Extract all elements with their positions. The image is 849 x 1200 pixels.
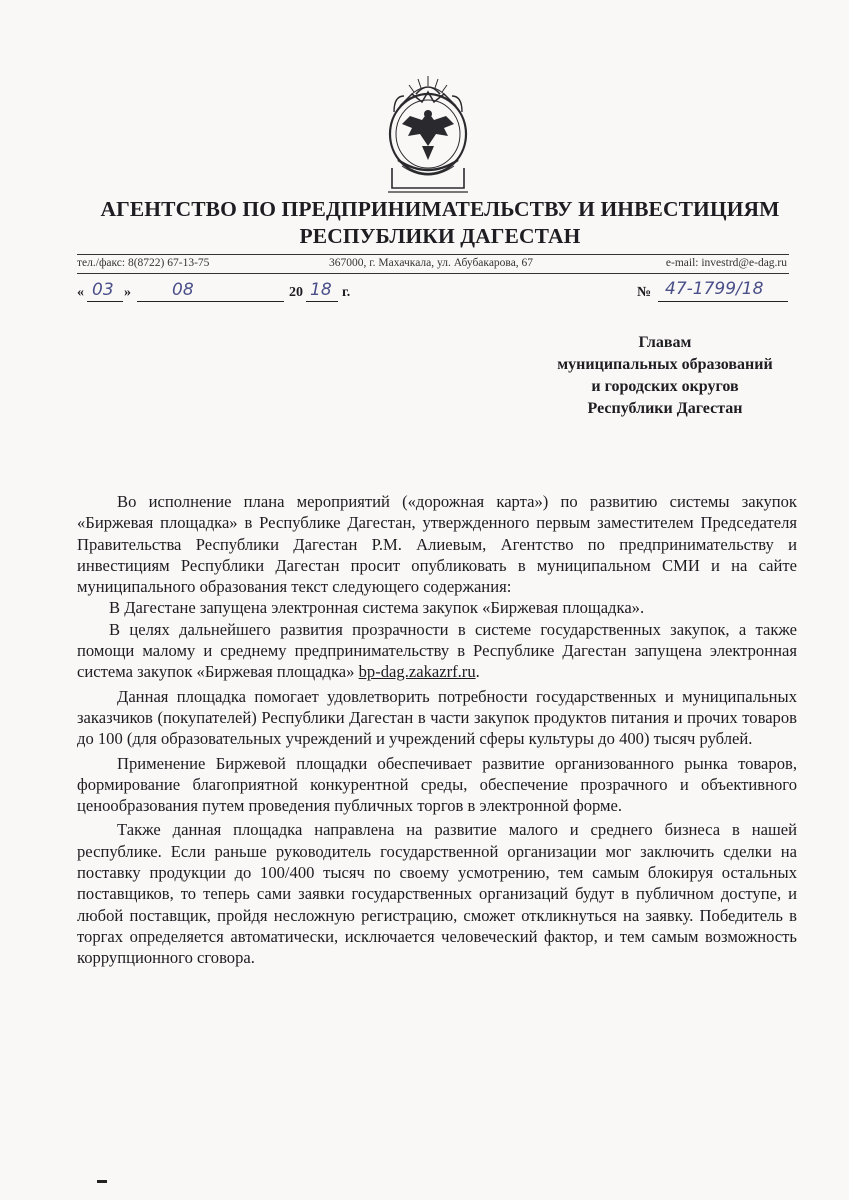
letter-body — [77, 491, 797, 969]
body-paragraph-4: Данная площадка помогает удовлетворить потребности государственных и муниципальных заказчиков (покупателей) Республики Дагестан в части закупок продуктов питания и прочих товаров до 100 (для образовательных учреждений и учреждений сферы культуры до 400) тысяч рублей. — [77, 686, 797, 749]
addressee-line3: и городских округов — [591, 378, 739, 395]
date-close-quote: » — [124, 285, 131, 300]
email-text: e-mail: investrd@e-dag.ru — [665, 257, 787, 269]
addressee-block — [520, 332, 810, 420]
platform-link[interactable]: bp-dag.zakazrf.ru — [358, 662, 476, 682]
date-open-quote: « — [77, 285, 84, 300]
month-underline — [137, 301, 284, 302]
addressee-line1: Главам — [638, 334, 692, 351]
body-paragraph-3-text: В целях дальнейшего развития прозрачности в системе государственных закупок, а также помощи малому и среднему предпринимательству в Республике Дагестан запущена электронная система закупок «Биржевая площадка» — [77, 619, 797, 682]
phone-text: тел./факс: 8(8722) 67-13-75 — [77, 257, 210, 269]
body-paragraph-5: Применение Биржевой площадки обеспечивает развитие организованного рынка товаров, формирование благоприятной конкурентной среды, обеспечение прозрачного и объективного ценообразования путем проведения публичных торгов в электронной форме. — [77, 753, 797, 816]
letter-number: 47-1799/18 — [665, 279, 764, 299]
body-paragraph-3-end: . — [475, 662, 480, 682]
date-year-unit: г. — [342, 285, 351, 300]
addressee-line2: муниципальных образований — [557, 356, 773, 373]
year-underline — [306, 301, 338, 302]
coat-of-arms-dagestan-icon — [382, 68, 474, 196]
date-year-suffix: 18 — [310, 280, 332, 300]
header-rule-top — [77, 254, 789, 255]
body-paragraph-1: Во исполнение плана мероприятий («дорожная карта») по развитию системы закупок «Биржевая площадка» в Республике Дагестан, утвержденного первым заместителем Председателя Правительства Республики Дагестан Р.М. Алиевым, Агентство по предпринимательству и инвестициям Республики Дагестан просит опубликовать в муниципальном СМИ и на сайте муниципального образования текст следующего содержания: — [77, 492, 797, 597]
agency-title — [40, 196, 840, 250]
number-underline — [658, 301, 788, 302]
body-paragraph-3 — [77, 619, 797, 683]
address-text: 367000, г. Махачкала, ул. Абубакарова, 67 — [329, 257, 534, 269]
agency-title-line2: РЕСПУБЛИКИ ДАГЕСТАН — [299, 224, 581, 248]
day-underline — [87, 301, 123, 302]
agency-title-line1: АГЕНТСТВО ПО ПРЕДПРИНИМАТЕЛЬСТВУ И ИНВЕСТИЦИЯМ — [100, 197, 780, 221]
body-paragraph-2: В Дагестане запущена электронная система закупок «Биржевая площадка». — [109, 598, 645, 618]
page-mark — [97, 1180, 107, 1183]
date-month: 08 — [172, 280, 194, 300]
header-rule-bottom — [77, 273, 789, 274]
date-year-prefix: 20 — [289, 285, 303, 300]
date-day: 03 — [92, 280, 114, 300]
body-paragraph-6: Также данная площадка направлена на развитие малого и среднего бизнеса в нашей республике. Если раньше руководитель государственной организации мог заключить сделки на поставку продукции до 100/400 тысяч по своему усмотрению, тем самым блокируя остальных поставщиков, то теперь сами заявки государственных организаций будут в публичном доступе, и любой поставщик, пройдя несложную регистрацию, сможет откликнуться на заявку. Победитель в торгах определяется автоматически, исключается человеческий фактор, и тем самым возможность коррупционного сговора. — [77, 820, 797, 968]
number-label: № — [637, 285, 652, 300]
contact-line — [77, 257, 787, 273]
addressee-line4: Республики Дагестан — [587, 400, 743, 417]
